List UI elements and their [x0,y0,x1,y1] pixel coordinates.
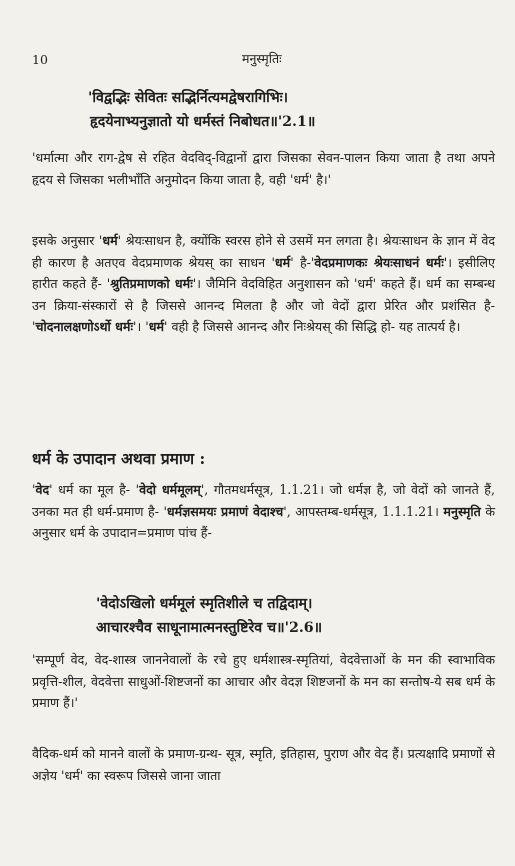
verse-line: आचारश्चैव साधूनामात्मनस्तुष्टिरेव च॥'2.6॥ [96,620,323,636]
sources-paragraph: 'वेद' धर्म का मूल है- 'वेदो धर्ममूलम्', गौतमधर्मसूत्र, 1.1.21। जो धर्मज्ञ है, जो वेदों को जानते हैं, उनका मत ही धर्म-प्रमाण है- 'धर्मज्ञसमयः प्रमाणं वेदाश्च', आपस्तम्ब-धर्मसूत्र, 1.1.1.21। मनुस्मृति के अनुसार धर्म के उपादान=प्रमाण पांच हैं- [32,482,495,540]
section-heading: धर्म के उपादान अथवा प्रमाण : [32,449,206,468]
page-number: 10 [32,52,48,67]
verse-2-6 [96,592,496,640]
verse-translation-paragraph: 'सम्पूर्ण वेद, वेद-शास्त्र जाननेवालों के रचे हुए धर्मशास्त्र-स्मृतियां, वेदवेत्ताओं के मन की स्वाभाविक प्रवृत्ति-शील, वेदवेत्ता साधुओं-शिष्टजनों का आचार और वेदज्ञ शिष्टजनों के मन का सन्तोष-ये सब धर्म के प्रमाण हैं।' [32,652,495,710]
verse-line: हृदयेनाभ्यनुज्ञातो यो धर्मस्तं निबोधत॥'2.1॥ [90,114,316,130]
page-header [32,50,495,70]
verse-line: 'विद्वद्भिः सेवितः सद्भिर्नित्यमद्वेषरागिभिः। [88,90,289,106]
verse-line: 'वेदोऽखिलो धर्ममूलं स्मृतिशीले च तद्विदाम्। [96,596,313,612]
running-title: मनुस्मृतिः [242,51,282,66]
verse-2-1 [88,86,498,134]
dharma-explanation-paragraph: इसके अनुसार 'धर्म' श्रेयःसाधन है, क्योंकि स्वरस होने से उसमें मन लगता है। श्रेयःसाधन के ज्ञान में वेद ही कारण है अतएव वेदप्रमाणक श्रेयस् का साधन 'धर्म' है-'वेदप्रमाणकः श्रेयःसाधनं धर्मः'। इसीलिए हारीत कहते हैं- 'श्रुतिप्रमाणको धर्मः'। जैमिनि वेदविहित अनुशासन को 'धर्म' कहते हैं। धर्म का सम्बन्ध उन क्रिया-संस्कारों से है जिससे आनन्द मिलता है और जो वेदों द्वारा प्रेरित और प्रशंसित है- 'चोदनालक्षणोऽर्थो धर्मः'। 'धर्म' वही है जिससे आनन्द और निःश्रेयस् की सिद्धि हो- यह तात्पर्य है। [32,233,496,334]
verse-translation-paragraph: 'धर्मात्मा और राग-द्वेष से रहित वेदविद्-विद्वानों द्वारा जिसका सेवन-पालन किया जाता है तथा अपने हृदय से जिसका भलीभाँति अनुमोदन किया जाता है, वही 'धर्म' है।' [32,150,495,187]
closing-paragraph: वैदिक-धर्म को मानने वालों के प्रमाण-ग्रन्थ- सूत्र, स्मृति, इतिहास, पुराण और वेद हैं। प्रत्यक्षादि प्रमाणों से अज्ञेय 'धर्म' का स्वरूप जिससे जाना जाता [32,746,495,783]
